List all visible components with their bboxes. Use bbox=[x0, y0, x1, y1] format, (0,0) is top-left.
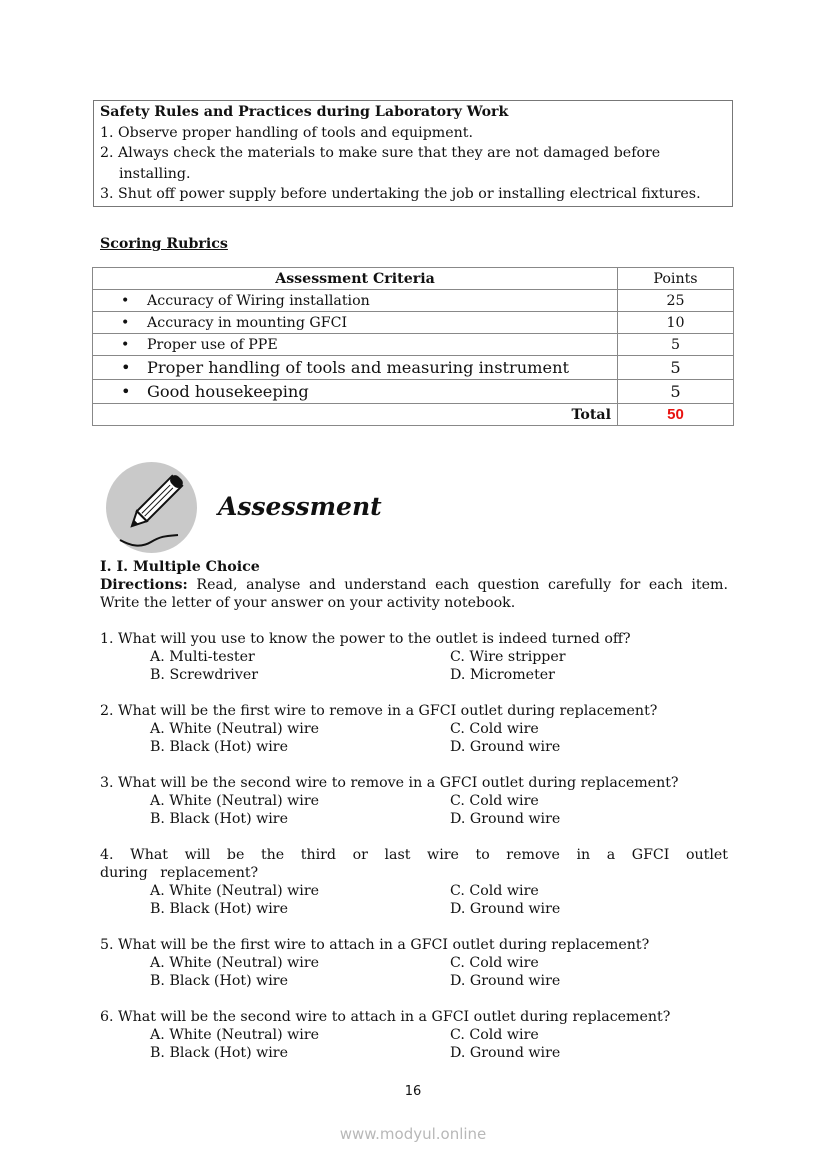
directions-text: Read, analyse and understand each question carefully for each item. Write the letter of your answer on your activity notebook. bbox=[100, 577, 728, 611]
option-a: A. White (Neutral) wire bbox=[150, 883, 319, 899]
option-d: D. Ground wire bbox=[450, 1045, 561, 1061]
option-d: D. Ground wire bbox=[450, 811, 561, 827]
safety-rule-item: 1. Observe proper handling of tools and equipment. bbox=[100, 124, 473, 141]
option-c: C. Cold wire bbox=[450, 955, 539, 971]
table-row bbox=[93, 334, 734, 356]
option-d: D. Micrometer bbox=[450, 667, 555, 683]
question-item bbox=[100, 630, 728, 684]
option-a: A. White (Neutral) wire bbox=[150, 721, 319, 737]
option-c: C. Cold wire bbox=[450, 721, 539, 737]
safety-rules-title: Safety Rules and Practices during Laboratory Work bbox=[100, 104, 509, 120]
criteria-label: Proper use of PPE bbox=[147, 336, 278, 353]
scoring-rubric-table bbox=[92, 267, 734, 426]
scoring-rubrics-title: Scoring Rubrics bbox=[100, 236, 228, 252]
page-number: 16 bbox=[404, 1084, 422, 1099]
option-c: C. Cold wire bbox=[450, 883, 539, 899]
table-row bbox=[93, 312, 734, 334]
option-c: C. Wire stripper bbox=[450, 649, 566, 665]
question-stem: 5. What will be the first wire to attach in a GFCI outlet during replacement? bbox=[100, 937, 650, 953]
option-b: B. Black (Hot) wire bbox=[150, 1045, 288, 1061]
option-c: C. Cold wire bbox=[450, 793, 539, 809]
option-b: B. Black (Hot) wire bbox=[150, 739, 288, 755]
option-c: C. Cold wire bbox=[450, 1027, 539, 1043]
directions bbox=[100, 576, 728, 612]
question-item bbox=[100, 702, 728, 756]
question-stem: 4. What will be the third or last wire to remove in a GFCI outlet during replacement? bbox=[100, 847, 728, 881]
criteria-label: Accuracy of Wiring installation bbox=[147, 292, 370, 309]
option-a: A. White (Neutral) wire bbox=[150, 793, 319, 809]
criteria-label: Proper handling of tools and measuring instrument bbox=[147, 358, 570, 377]
points-value: 10 bbox=[618, 312, 734, 334]
bullet-icon: • bbox=[121, 336, 130, 353]
question-item bbox=[100, 846, 728, 918]
total-value: 50 bbox=[618, 404, 734, 426]
option-a: A. Multi-tester bbox=[150, 649, 255, 665]
bullet-icon: • bbox=[121, 358, 131, 377]
multiple-choice-section bbox=[100, 558, 728, 1062]
question-stem: 3. What will be the second wire to remove in a GFCI outlet during replacement? bbox=[100, 775, 679, 791]
question-stem: 2. What will be the first wire to remove in a GFCI outlet during replacement? bbox=[100, 703, 658, 719]
watermark: www.modyul.online bbox=[339, 1125, 487, 1143]
option-b: B. Black (Hot) wire bbox=[150, 811, 288, 827]
option-b: B. Black (Hot) wire bbox=[150, 973, 288, 989]
option-b: B. Black (Hot) wire bbox=[150, 901, 288, 917]
safety-rules-box bbox=[93, 100, 733, 207]
table-header-row bbox=[93, 268, 734, 290]
table-row bbox=[93, 380, 734, 404]
bullet-icon: • bbox=[121, 314, 130, 331]
option-d: D. Ground wire bbox=[450, 901, 561, 917]
section-title: I. I. Multiple Choice bbox=[100, 559, 260, 575]
question-stem: 6. What will be the second wire to attach in a GFCI outlet during replacement? bbox=[100, 1009, 671, 1025]
option-d: D. Ground wire bbox=[450, 973, 561, 989]
pencil-icon bbox=[106, 462, 197, 553]
option-d: D. Ground wire bbox=[450, 739, 561, 755]
points-value: 5 bbox=[618, 334, 734, 356]
points-value: 25 bbox=[618, 290, 734, 312]
question-item bbox=[100, 774, 728, 828]
option-a: A. White (Neutral) wire bbox=[150, 955, 319, 971]
criteria-label: Accuracy in mounting GFCI bbox=[147, 314, 348, 331]
option-b: B. Screwdriver bbox=[150, 667, 259, 683]
total-label: Total bbox=[93, 404, 618, 426]
question-item bbox=[100, 1008, 728, 1062]
bullet-icon: • bbox=[121, 382, 131, 401]
directions-label: Directions: bbox=[100, 577, 188, 593]
safety-rule-item: 2. Always check the materials to make sure that they are not damaged before installing. bbox=[100, 145, 661, 182]
bullet-icon: • bbox=[121, 292, 130, 309]
points-header: Points bbox=[618, 268, 734, 290]
question-item bbox=[100, 936, 728, 990]
assessment-heading: Assessment bbox=[218, 492, 382, 521]
total-row bbox=[93, 404, 734, 426]
points-value: 5 bbox=[618, 380, 734, 404]
safety-rule-item: 3. Shut off power supply before undertaking the job or installing electrical fixtures. bbox=[100, 186, 701, 202]
table-row bbox=[93, 290, 734, 312]
criteria-header: Assessment Criteria bbox=[93, 268, 618, 290]
points-value: 5 bbox=[618, 356, 734, 380]
criteria-label: Good housekeeping bbox=[147, 382, 309, 401]
table-row bbox=[93, 356, 734, 380]
question-stem: 1. What will you use to know the power to the outlet is indeed turned off? bbox=[100, 631, 631, 647]
option-a: A. White (Neutral) wire bbox=[150, 1027, 319, 1043]
